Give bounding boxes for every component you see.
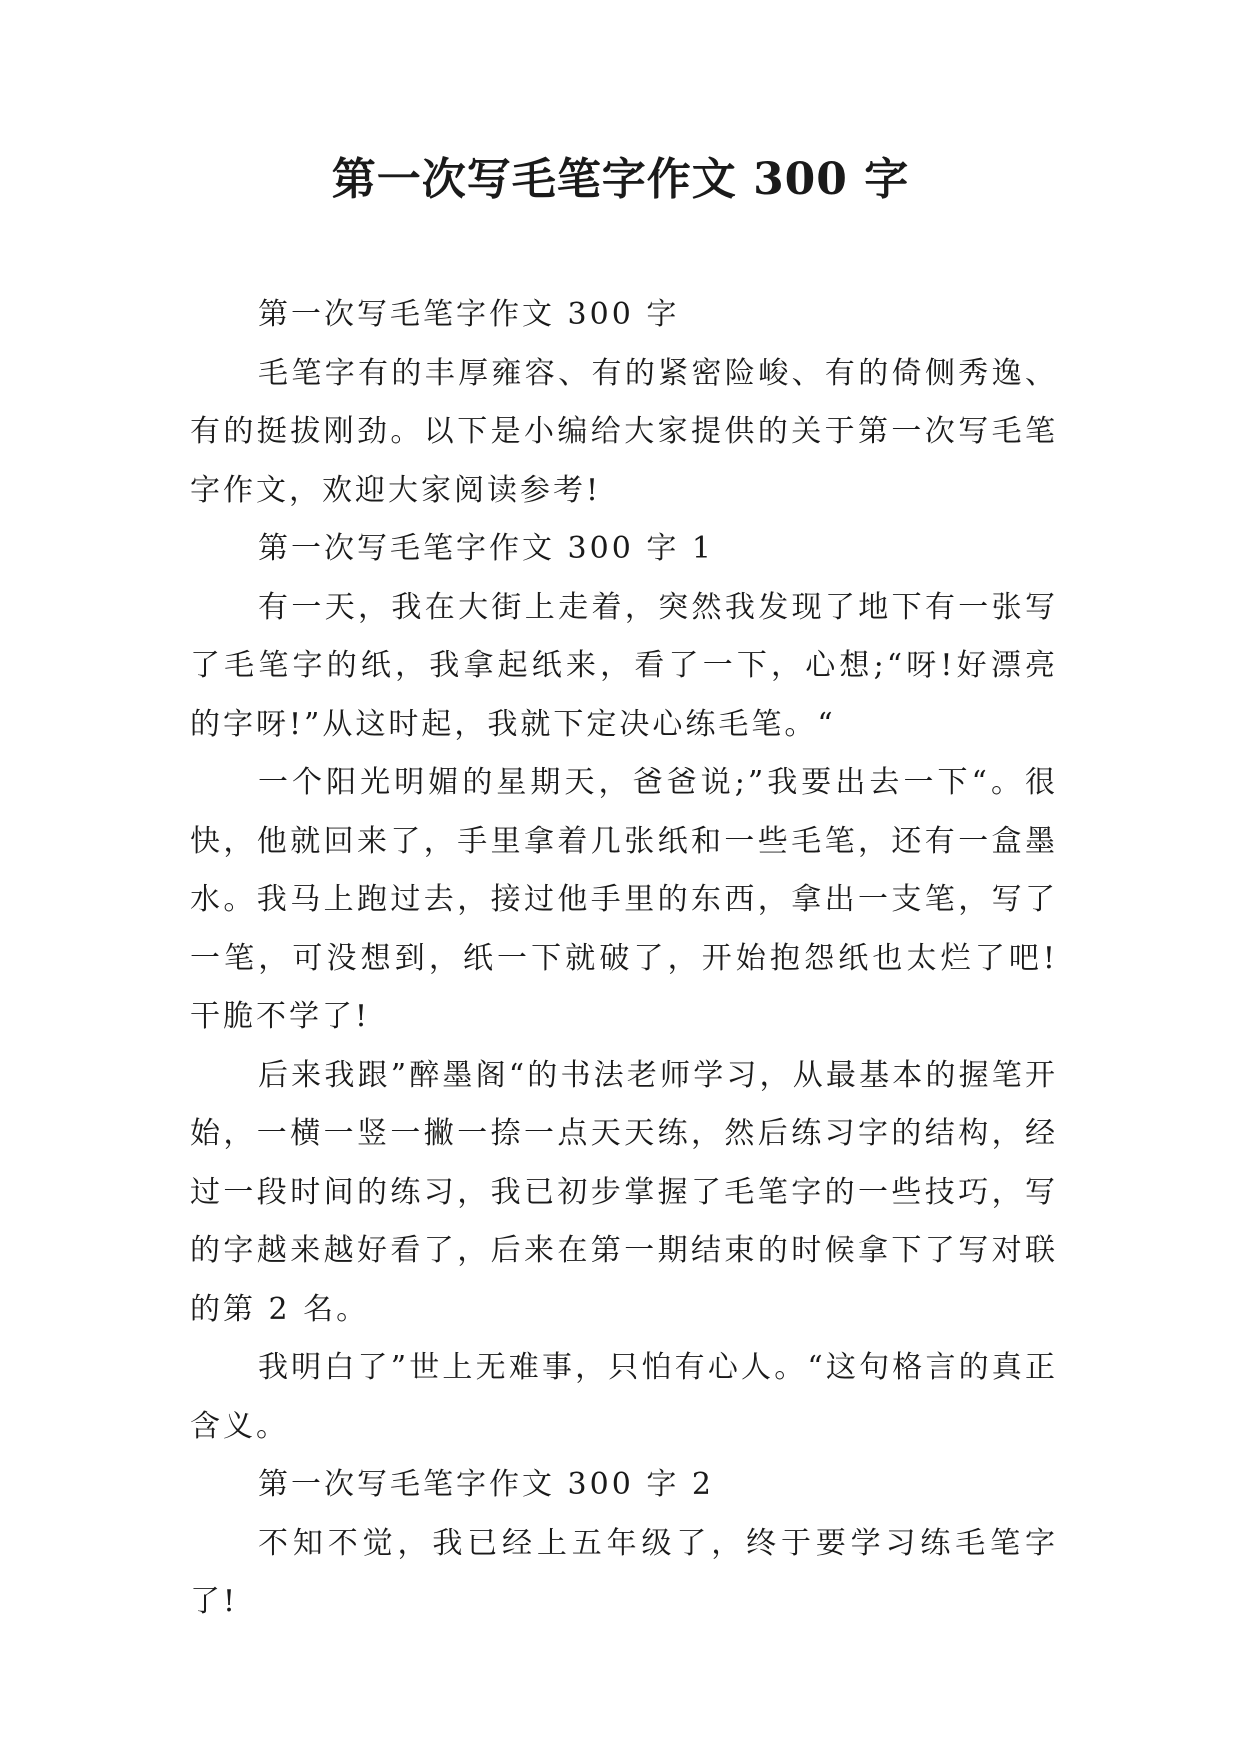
paragraph: 不知不觉，我已经上五年级了，终于要学习练毛笔字了! [190, 1525, 1058, 1619]
section-heading-1: 第一次写毛笔字作文 300 字 1 [258, 531, 714, 566]
document-title: 第一次写毛笔字作文 300 字 [331, 154, 910, 205]
paragraph: 后来我跟”醉墨阁“的书法老师学习，从最基本的握笔开始，一横一竖一撇一捺一点天天练，然后练习字的结构，经过一段时间的练习，我已初步掌握了毛笔字的一些技巧，写的字越来越好看了，后来在第一期结束的时候拿下了写对联的第 2 名。 [190, 1057, 1058, 1327]
paragraph: 一个阳光明媚的星期天，爸爸说;”我要出去一下“。很快，他就回来了，手里拿着几张纸和一些毛笔，还有一盒墨水。我马上跑过去，接过他手里的东西，拿出一支笔，写了一笔，可没想到，纸一下就破了，开始抱怨纸也太烂了吧!干脆不学了! [190, 765, 1058, 1034]
document-body [190, 286, 1058, 1632]
paragraph: 我明白了”世上无难事，只怕有心人。“这句格言的真正含义。 [190, 1350, 1058, 1444]
paragraph: 有一天，我在大街上走着，突然我发现了地下有一张写了毛笔字的纸，我拿起纸来，看了一下，心想;“呀!好漂亮的字呀!”从这时起，我就下定决心练毛笔。“ [190, 589, 1058, 742]
paragraph-intro: 毛笔字有的丰厚雍容、有的紧密险峻、有的倚侧秀逸、有的挺拔刚劲。以下是小编给大家提供的关于第一次写毛笔字作文，欢迎大家阅读参考! [190, 355, 1058, 508]
section-heading-2: 第一次写毛笔字作文 300 字 2 [258, 1467, 714, 1502]
paragraph-subtitle: 第一次写毛笔字作文 300 字 [258, 297, 680, 332]
